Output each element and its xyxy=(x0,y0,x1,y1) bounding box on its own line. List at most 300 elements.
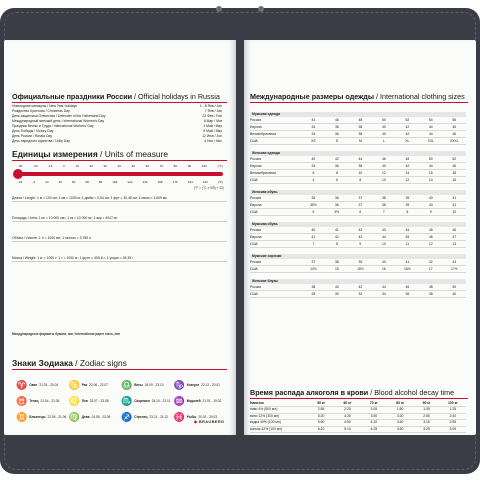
size-value: 48 xyxy=(405,157,410,161)
size-value: 15½ xyxy=(357,267,364,271)
alcohol-row xyxy=(250,414,466,421)
fahrenheit-tick: 176 xyxy=(172,180,178,184)
size-value: 17 xyxy=(428,267,433,271)
holiday-date: 12 Июн / Jun xyxy=(202,134,222,138)
size-value: 38 xyxy=(358,125,363,129)
size-value: 8 xyxy=(335,171,338,175)
size-value: 45 xyxy=(405,235,410,239)
size-value: 17½ xyxy=(451,267,458,271)
size-value: 7 xyxy=(312,242,315,246)
size-value: 18 xyxy=(452,171,457,175)
holiday-date: 1 Май / May xyxy=(203,124,222,128)
size-value: 5 xyxy=(312,210,315,214)
zodiac-dates: 23.11 - 21.12 xyxy=(149,415,169,419)
size-country: Великобритания xyxy=(250,171,277,175)
alcohol-cell: 1:50 xyxy=(396,407,404,411)
holiday-name: День защитника Отечества / Defender of the Fatherland Day xyxy=(12,114,106,118)
zodiac-glyph-icon: ♎ xyxy=(121,380,133,390)
alcohol-cell: 2:25 xyxy=(344,407,351,411)
size-value: 9 xyxy=(429,210,432,214)
size-value: 46 xyxy=(452,228,457,232)
size-value: 42 xyxy=(334,235,339,239)
zodiac-name: Лев xyxy=(81,399,88,403)
alcohol-cell: 2:55 xyxy=(423,413,430,418)
celsius-tick: 80 xyxy=(173,164,178,168)
zodiac-dates: 22.12 - 20.01 xyxy=(201,383,220,387)
size-row xyxy=(250,227,466,234)
size-row xyxy=(250,177,466,184)
size-value: 10 xyxy=(381,242,386,246)
size-country: Европа xyxy=(250,203,262,207)
zodiac-sign xyxy=(174,380,227,390)
alcohol-cell: 4:25 xyxy=(344,413,351,418)
size-country: Европа xyxy=(250,235,262,239)
size-value: 38 xyxy=(311,285,316,289)
size-value: 42 xyxy=(405,164,410,168)
holiday-name: Международный женский день / International Women's Day xyxy=(12,119,105,123)
zodiac-dates: 24.08 - 23.09 xyxy=(91,415,111,419)
holiday-date: 8 Мар / Mar xyxy=(203,119,222,123)
holiday-date: 9 Май / May xyxy=(203,129,222,133)
fahrenheit-tick: 140 xyxy=(142,180,148,184)
size-row xyxy=(250,209,466,216)
alcohol-cell: 3:15 xyxy=(423,420,430,425)
alcohol-cell: 2:55 xyxy=(449,420,457,425)
size-value: 46 xyxy=(405,285,410,289)
size-section-label: Мужские сорочки xyxy=(250,254,466,259)
size-value: 16½ xyxy=(404,267,411,271)
size-value: 44 xyxy=(428,164,433,168)
celsius-tick: -20 xyxy=(33,164,38,168)
celsius-tick: 0 xyxy=(63,164,65,168)
holiday-name: Рождество Христово / Christmas Day xyxy=(12,109,70,113)
fahrenheit-tick: 32 xyxy=(58,180,62,184)
alcohol-cell: 6:10 xyxy=(317,426,325,431)
alcohol-cell: 3:25 xyxy=(423,426,430,431)
zodiac-dates: 20.02 - 20.03 xyxy=(198,415,218,419)
size-row xyxy=(250,163,466,170)
size-value: 44 xyxy=(381,235,386,239)
alcohol-cell: 5:20 xyxy=(317,413,325,418)
zodiac-dates: 21.03 - 20.04 xyxy=(39,383,59,387)
alcohol-header-cell: 70 кг xyxy=(369,401,378,405)
zodiac-sign xyxy=(174,396,227,406)
zodiac-glyph-icon: ♈ xyxy=(16,380,28,390)
size-value: 52 xyxy=(405,118,410,122)
celsius-tick: 40 xyxy=(117,164,121,168)
paper-sizes-heading: Международные форматы бумаги, мм / International paper sizes, mm xyxy=(12,332,121,336)
zodiac-name: Рак xyxy=(81,383,88,387)
size-country: США xyxy=(250,267,258,271)
units-title: Единицы измерения / Units of measure xyxy=(12,149,169,159)
alcohol-cell: пиво 4% (500 мл) xyxy=(250,407,278,411)
size-value: 43 xyxy=(358,235,363,239)
unit-block: Площадь / Area: 1 м² = 10 000 см²; 1 га = 10 000 м²; 1 акр = 4047 м² xyxy=(12,216,227,222)
size-value: 41 xyxy=(334,228,339,232)
units-blocks xyxy=(12,196,227,276)
zodiac-dates: 22.06 - 22.07 xyxy=(89,383,108,387)
size-value: 36 xyxy=(334,196,339,200)
zodiac-glyph-icon: ♐ xyxy=(121,412,133,422)
fahrenheit-tick: -4 xyxy=(32,180,36,184)
size-value: 15 xyxy=(334,267,339,271)
holiday-date: 1 - 8 Янв / Jan xyxy=(199,104,222,108)
zodiac-sign xyxy=(16,412,69,422)
size-value: 14½ xyxy=(310,267,317,271)
size-value: 14 xyxy=(405,171,410,175)
zodiac-title: Знаки Зодиака / Zodiac signs xyxy=(12,358,127,368)
zodiac-glyph-icon: ♌ xyxy=(68,396,80,406)
zodiac-glyph-icon: ♑ xyxy=(173,380,185,390)
size-value: 45 xyxy=(428,228,433,232)
size-value: 41 xyxy=(405,260,410,264)
zodiac-dates: 21.01 - 19.02 xyxy=(202,399,222,403)
size-value: 10 xyxy=(358,171,363,175)
size-row xyxy=(250,138,466,145)
zodiac-grid xyxy=(16,380,226,422)
unit-block: Длина / Length: 1 м = 100 см; 1 км = 1000 м; 1 дюйм = 2,54 см; 1 фут = 30,48 см; 1 миля = 1,609 км xyxy=(12,196,227,202)
size-value: 44 xyxy=(311,118,316,122)
clothing-sizes-table xyxy=(250,106,466,298)
size-value: 42 xyxy=(358,285,363,289)
size-value: 56 xyxy=(452,118,457,122)
divider xyxy=(12,369,227,370)
alcohol-cell: 2:55 xyxy=(317,407,325,411)
size-country: США xyxy=(250,210,258,214)
size-country: Россия xyxy=(250,157,262,161)
holiday-date: 4 Ноя / Nov xyxy=(204,139,222,143)
alcohol-cell: 3:20 xyxy=(396,413,404,418)
size-value: 46 xyxy=(452,164,457,168)
size-row xyxy=(250,284,466,291)
unit-block: Масса / Weight: 1 кг = 1000 г; 1 т = 1000 кг; 1 фунт = 453,6 г; 1 унция = 28,35 г xyxy=(12,256,227,262)
size-value: 9 xyxy=(359,242,362,246)
size-value: 39 xyxy=(405,196,410,200)
size-country: Европа xyxy=(250,125,262,129)
size-value: 50 xyxy=(428,157,433,161)
zodiac-sign xyxy=(69,412,122,422)
size-value: 11 xyxy=(405,242,410,246)
size-value: 43 xyxy=(452,260,457,264)
holiday-row xyxy=(12,139,222,144)
alcohol-table xyxy=(250,401,466,433)
size-value: 10 xyxy=(452,210,457,214)
size-value: 50 xyxy=(381,118,386,122)
size-value: 44 xyxy=(405,228,410,232)
size-value: 40 xyxy=(381,125,386,129)
alcohol-cell: 5:10 xyxy=(344,426,351,431)
size-value: 38 xyxy=(334,260,339,264)
celsius-scale xyxy=(18,164,223,168)
celsius-tick: -30 xyxy=(18,164,23,168)
size-value: 6 xyxy=(312,171,315,175)
size-value: 40 xyxy=(381,132,386,136)
size-value: 34 xyxy=(311,164,316,168)
fahrenheit-tick: 158 xyxy=(157,180,163,184)
size-value: 35 xyxy=(311,196,316,200)
size-row xyxy=(250,156,466,163)
alcohol-cell: 1:35 xyxy=(423,407,430,411)
size-value: 34 xyxy=(311,132,316,136)
celsius-tick: 20 xyxy=(89,164,93,168)
size-row xyxy=(250,291,466,298)
size-value: 43 xyxy=(381,228,386,232)
size-value: 41 xyxy=(311,235,316,239)
size-country: Россия xyxy=(250,228,262,232)
alcohol-header-cell: 90 кг xyxy=(422,401,431,405)
size-section-label: Женская одежда xyxy=(250,151,466,156)
zodiac-glyph-icon: ♓ xyxy=(173,412,185,422)
size-section-label: Мужская обувь xyxy=(250,222,466,227)
size-value: 12 xyxy=(405,178,410,182)
fahrenheit-tick: 50 xyxy=(72,180,76,184)
size-value: 7 xyxy=(382,210,385,214)
size-row xyxy=(250,241,466,248)
size-section-label: Мужская одежда xyxy=(250,112,466,117)
alcohol-header-cell: 80 кг xyxy=(396,401,405,405)
size-value: 40 xyxy=(428,203,433,207)
alcohol-cell: 4:10 xyxy=(370,420,378,425)
celsius-tick: 30 xyxy=(103,164,107,168)
size-value: 40 xyxy=(381,260,386,264)
size-value: 38 xyxy=(358,164,363,168)
size-value: 42 xyxy=(358,228,363,232)
zodiac-name: Близнецы xyxy=(29,415,46,419)
zodiac-name: Дева xyxy=(81,415,90,419)
holiday-name: День России / Russia Day xyxy=(12,134,53,138)
size-value: 12 xyxy=(428,242,433,246)
size-value: 52 xyxy=(452,157,457,161)
size-value: 40 xyxy=(452,292,457,296)
size-value: L xyxy=(382,139,385,143)
binding-rivet xyxy=(216,6,222,12)
holiday-name: Новогодние каникулы / New Year holidays xyxy=(12,104,78,108)
size-row xyxy=(250,195,466,202)
alcohol-header-cell: Напиток xyxy=(250,401,264,405)
size-row xyxy=(250,259,466,266)
alcohol-cell: 4:50 xyxy=(344,420,351,425)
size-value: 28 xyxy=(311,292,316,296)
alcohol-cell: 1:25 xyxy=(449,407,457,411)
fahrenheit-tick: 212 xyxy=(202,180,208,184)
size-country: США xyxy=(250,178,258,182)
size-row xyxy=(250,131,466,138)
zodiac-dates: 22.05 - 21.06 xyxy=(47,415,67,419)
temp-formula: (°F = (°C × 9/5) + 32) xyxy=(194,186,224,190)
divider xyxy=(250,398,468,399)
size-country: Россия xyxy=(250,196,262,200)
size-value: 34 xyxy=(311,125,316,129)
size-row xyxy=(250,266,466,273)
alcohol-row xyxy=(250,407,466,414)
holiday-date: 7 Янв / Jan xyxy=(204,109,222,113)
size-value: 34 xyxy=(381,292,386,296)
size-row xyxy=(250,124,466,131)
celsius-tick: 90 xyxy=(187,164,192,168)
alcohol-cell: 2:05 xyxy=(370,407,378,411)
size-country: Россия xyxy=(250,260,262,264)
zodiac-sign xyxy=(16,380,69,390)
size-value: 44 xyxy=(381,285,386,289)
size-value: 37 xyxy=(358,203,363,207)
celsius-tick: 50 xyxy=(131,164,135,168)
alcohol-title: Время распада алкоголя в крови / Blood alcohol decay time xyxy=(250,388,455,397)
size-value: 13 xyxy=(452,242,457,246)
zodiac-dates: 23.07 - 23.08 xyxy=(89,399,109,403)
alcohol-cell: 3:50 xyxy=(370,413,378,418)
size-value: 38 xyxy=(381,196,386,200)
size-value: 50 xyxy=(452,285,457,289)
size-value: 16 xyxy=(428,171,433,175)
celsius-tick: 10 xyxy=(75,164,79,168)
zodiac-name: Скорпион xyxy=(134,399,150,403)
divider xyxy=(12,160,227,161)
fahrenheit-tick: 122 xyxy=(127,180,133,184)
celsius-tick: 100 xyxy=(201,164,207,168)
zodiac-dates: 24.10 - 22.11 xyxy=(151,399,171,403)
fahrenheit-tick: 86 xyxy=(98,180,103,184)
alcohol-header-cell: 100 кг xyxy=(447,401,458,405)
holiday-name: День Победы / Victory Day xyxy=(12,129,54,133)
size-value: 38 xyxy=(428,292,433,296)
zodiac-glyph-icon: ♋ xyxy=(68,380,80,390)
size-row xyxy=(250,170,466,177)
size-value: 40 xyxy=(311,157,316,161)
holidays-title: Официальные праздники России / Official holidays in Russia xyxy=(12,92,220,101)
holiday-name: Праздник Весны и Труда / International Workers' Day xyxy=(12,124,94,128)
size-value: 16 xyxy=(452,178,457,182)
size-value: 44 xyxy=(358,157,363,161)
size-value: 46 xyxy=(452,125,457,129)
clothing-sizes-title: Международные размеры одежды / International clothing sizes xyxy=(250,92,465,101)
alcohol-cell: 2:40 xyxy=(449,413,457,418)
fahrenheit-scale xyxy=(18,180,223,184)
alcohol-header-cell: 60 кг xyxy=(343,401,352,405)
size-value: 10 xyxy=(381,178,386,182)
zodiac-sign xyxy=(69,396,122,406)
size-value: 42 xyxy=(334,157,339,161)
size-value: 46 xyxy=(428,235,433,239)
alcohol-cell: 3:50 xyxy=(396,426,404,431)
zodiac-glyph-icon: ♉ xyxy=(16,396,28,406)
alcohol-cell: 4:25 xyxy=(370,426,378,431)
size-value: 16 xyxy=(381,267,386,271)
size-value: 54 xyxy=(428,118,433,122)
holiday-name: День народного единства / Unity Day xyxy=(12,139,70,143)
divider xyxy=(250,102,468,103)
zodiac-name: Рыбы xyxy=(186,415,197,419)
alcohol-cell: коньяк 42% (100 мл) xyxy=(250,426,283,431)
brand-logo: ◆ BRAUBERG xyxy=(194,419,225,424)
size-value: 42 xyxy=(428,260,433,264)
size-value: 39 xyxy=(358,260,363,264)
alcohol-row xyxy=(250,420,466,427)
zodiac-glyph-icon: ♒ xyxy=(173,396,185,406)
alcohol-cell: 5:50 xyxy=(317,420,325,425)
size-value: 8 xyxy=(406,210,409,214)
size-country: Россия xyxy=(250,118,262,122)
zodiac-name: Весы xyxy=(134,383,143,387)
alcohol-row xyxy=(250,427,466,434)
size-country: США xyxy=(250,139,258,143)
size-value: 32 xyxy=(358,292,363,296)
size-value: 6 xyxy=(359,210,362,214)
size-value: XL xyxy=(405,139,410,143)
fahrenheit-tick: 14 xyxy=(45,180,49,184)
size-value: 8 xyxy=(335,242,338,246)
size-value: 48 xyxy=(358,118,363,122)
size-value: 40 xyxy=(334,285,339,289)
zodiac-glyph-icon: ♊ xyxy=(16,412,28,422)
size-value: 48 xyxy=(428,285,433,289)
binding-rivet xyxy=(258,6,264,12)
size-row xyxy=(250,202,466,209)
size-country: США xyxy=(250,292,258,296)
size-row xyxy=(250,234,466,241)
size-value: 14 xyxy=(428,178,433,182)
holidays-list xyxy=(12,104,222,144)
size-value: 37 xyxy=(358,196,363,200)
right-page xyxy=(244,40,476,435)
zodiac-sign xyxy=(69,380,122,390)
size-value: 36 xyxy=(405,292,410,296)
zodiac-name: Овен xyxy=(29,383,38,387)
zodiac-dates: 21.04 - 21.05 xyxy=(40,399,60,403)
fahrenheit-tick: 68 xyxy=(85,180,89,184)
left-page xyxy=(4,40,236,435)
celsius-tick: -10 xyxy=(48,164,53,168)
zodiac-glyph-icon: ♍ xyxy=(68,412,80,422)
size-value: 42 xyxy=(405,132,410,136)
size-value: 39 xyxy=(405,203,410,207)
size-section-label: Женские блузы xyxy=(250,279,466,284)
holiday-date: 23 Фев / Feb xyxy=(202,114,222,118)
size-value: 40 xyxy=(428,196,433,200)
size-value: S xyxy=(335,139,339,143)
zodiac-name: Телец xyxy=(29,399,39,403)
size-value: 35½ xyxy=(310,203,317,207)
celsius-tick: 70 xyxy=(159,164,163,168)
size-value: 47 xyxy=(452,235,457,239)
zodiac-name: Козерог xyxy=(186,383,200,387)
fahrenheit-tick: 194 xyxy=(187,180,193,184)
zodiac-name: Стрелец xyxy=(134,415,148,419)
size-value: 41 xyxy=(452,196,457,200)
size-value: 46 xyxy=(334,118,339,122)
unit-block: Объём / Volume: 1 л = 1000 мл; 1 галлон = 3,785 л xyxy=(12,236,227,242)
size-value: M xyxy=(358,139,362,143)
zodiac-sign xyxy=(121,412,174,422)
zodiac-sign xyxy=(121,380,174,390)
size-section-label: Женская обувь xyxy=(250,190,466,195)
fahrenheit-unit: (°F) xyxy=(217,180,223,184)
zodiac-sign xyxy=(16,396,69,406)
size-row xyxy=(250,117,466,124)
fahrenheit-tick: -22 xyxy=(18,180,23,184)
celsius-unit: (°C) xyxy=(217,164,223,168)
size-value: 12 xyxy=(381,171,386,175)
size-value: 46 xyxy=(452,132,457,136)
size-value: 42 xyxy=(405,125,410,129)
alcohol-cell: вино 12% (300 мл) xyxy=(250,413,280,418)
size-value: 46 xyxy=(381,157,386,161)
alcohol-cell: 3:05 xyxy=(449,426,457,431)
size-value: 30 xyxy=(334,292,339,296)
size-value: 37 xyxy=(311,260,316,264)
size-value: XXXL xyxy=(449,139,459,143)
size-value: 40 xyxy=(381,164,386,168)
size-value: 40 xyxy=(311,228,316,232)
